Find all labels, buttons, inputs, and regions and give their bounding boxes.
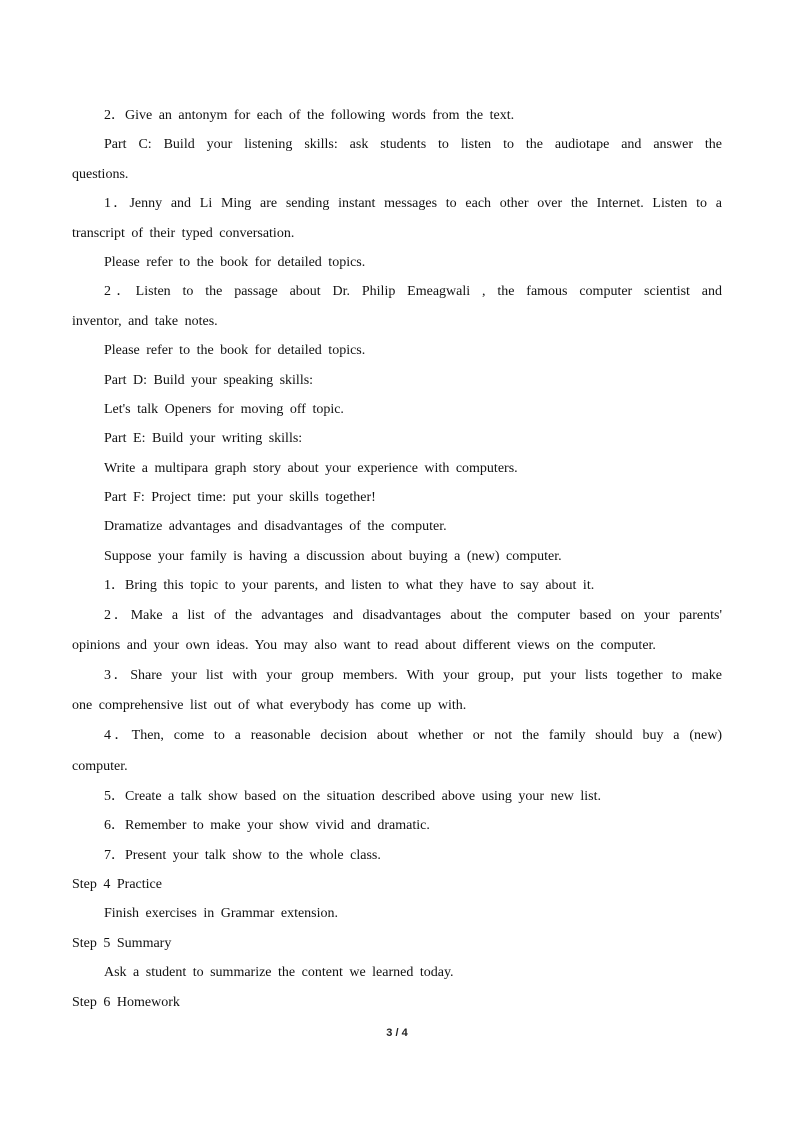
text-line: Suppose your family is having a discussion about buying a (new) computer. xyxy=(104,548,562,564)
text-line: Write a multipara graph story about your experience with computers. xyxy=(104,460,518,476)
list-item: 4．Then, come to a reasonable decision about whether or not the family should buy a (new) xyxy=(104,728,722,744)
step-heading: Step 6 Homework xyxy=(72,994,180,1010)
text-line: Finish exercises in Grammar extension. xyxy=(104,906,339,922)
page-number: 3 / 4 xyxy=(386,1027,408,1039)
list-item: 3．Share your list with your group members. With your group, put your lists together to make xyxy=(104,668,722,684)
text-line: computer. xyxy=(72,758,128,774)
text-line: Part C: Build your listening skills: ask students to listen to the audiotape and answer the xyxy=(104,137,722,153)
text-line: Ask a student to summarize the content we learned today. xyxy=(104,965,454,981)
section-heading: Part E: Build your writing skills: xyxy=(104,431,303,447)
text-line: Let's talk Openers for moving off topic. xyxy=(104,401,344,417)
text-line: questions. xyxy=(72,166,129,182)
step-heading: Step 4 Practice xyxy=(72,876,162,892)
text-line: Please refer to the book for detailed topics. xyxy=(104,343,366,359)
section-heading: Part D: Build your speaking skills: xyxy=(104,372,314,388)
text-line: 1．Jenny and Li Ming are sending instant messages to each other over the Internet. Listen to a xyxy=(104,196,722,212)
text-line: 2．Listen to the passage about Dr. Philip Emeagwali , the famous computer scientist and xyxy=(104,284,722,300)
text-line: 2．Give an antonym for each of the following words from the text. xyxy=(104,108,515,123)
text-line: Dramatize advantages and disadvantages of the computer. xyxy=(104,519,447,535)
text-line: inventor, and take notes. xyxy=(72,313,218,329)
list-item: 2．Make a list of the advantages and disadvantages about the computer based on your parents' xyxy=(104,607,722,623)
text-line: Please refer to the book for detailed topics. xyxy=(104,254,366,270)
section-heading: Part F: Project time: put your skills together! xyxy=(104,490,376,506)
list-item: 6．Remember to make your show vivid and dramatic. xyxy=(104,818,430,834)
list-item: 1．Bring this topic to your parents, and listen to what they have to say about it. xyxy=(104,578,595,594)
text-line: transcript of their typed conversation. xyxy=(72,225,295,241)
text-line: one comprehensive list out of what everybody has come up with. xyxy=(72,698,467,714)
list-item: 7．Present your talk show to the whole class. xyxy=(104,847,381,863)
list-item: 5．Create a talk show based on the situation described above using your new list. xyxy=(104,788,602,804)
text-line: opinions and your own ideas. You may also want to read about different views on the computer. xyxy=(72,637,656,653)
document-body xyxy=(72,104,722,1020)
step-heading: Step 5 Summary xyxy=(72,935,172,951)
